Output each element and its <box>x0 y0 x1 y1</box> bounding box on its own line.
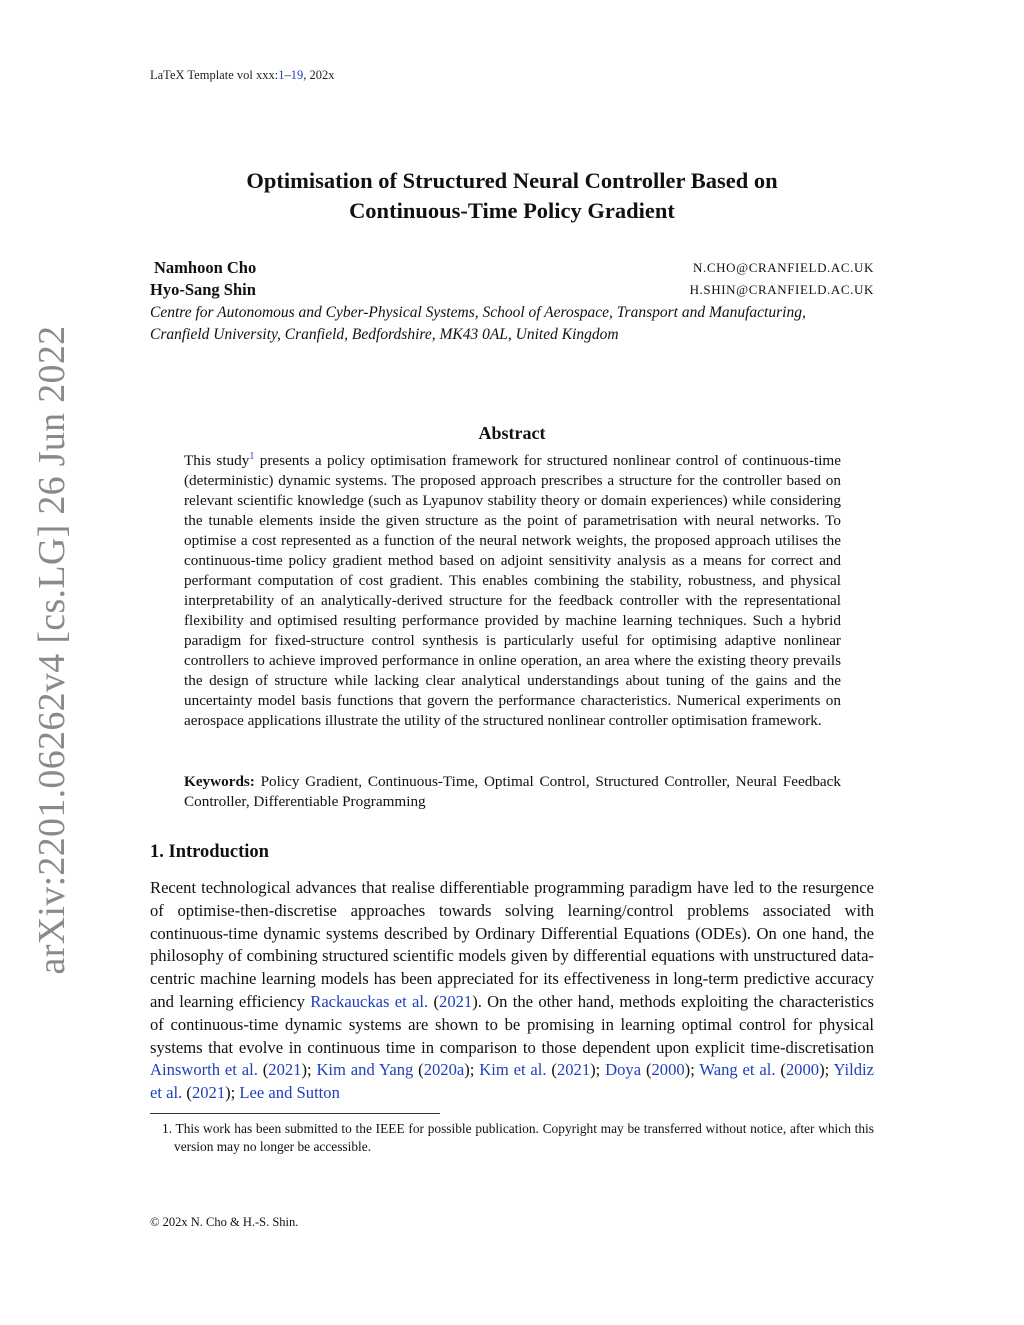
abstract-heading: Abstract <box>478 423 546 443</box>
citation-year-link[interactable]: 2021 <box>268 1060 302 1080</box>
affiliation-line-2: Cranfield University, Cranfield, Bedfordshire, MK43 0AL, United Kingdom <box>150 326 619 343</box>
citation-link[interactable]: Rackauckas et al. <box>310 991 429 1011</box>
author-name: Namhoon Cho <box>154 258 257 277</box>
page-end-link[interactable]: 19 <box>290 68 304 82</box>
author-email[interactable]: H.SHIN@CRANFIELD.AC.UK <box>689 282 874 297</box>
running-header <box>150 68 334 83</box>
citation-year-link[interactable]: 2021 <box>191 1083 226 1103</box>
citation-link[interactable]: Doya <box>605 1060 642 1080</box>
citation-year-link[interactable]: 2000 <box>785 1060 820 1080</box>
citation-link[interactable]: Ainsworth et al. <box>150 1060 258 1080</box>
footnote-number: 1. <box>162 1121 173 1136</box>
author-email[interactable]: N.CHO@CRANFIELD.AC.UK <box>693 260 874 275</box>
affiliation-line-1: Centre for Autonomous and Cyber-Physical Systems, School of Aerospace, Transport and Manufacturing, <box>150 304 806 321</box>
journal-year: , 202x <box>303 68 335 82</box>
citation-year-link[interactable]: 2020a <box>423 1060 465 1080</box>
citation-link[interactable]: Kim and Yang <box>316 1060 414 1080</box>
section-heading-introduction: 1. Introduction <box>150 842 269 862</box>
citation-link[interactable]: Kim et al. <box>479 1060 547 1080</box>
abstract-lead: This study <box>184 452 250 469</box>
intro-text: Recent technological advances that realise differentiable programming paradigm have led to the resurgence of optimise-then-discretise approaches towards solving learning/control problems associated with continuous-time dynamic systems described by Ordinary Differential Equations (ODEs). On one hand, the philosophy of combining structured scientific models given by differential equations with unstructured data-centric machine learning models has been appreciated for its effectiveness in long-term predictive accuracy and learning efficiency <box>150 878 874 1011</box>
author-2 <box>150 280 874 300</box>
footnote-mark-link[interactable]: 1 <box>249 450 255 462</box>
abstract-body-text: presents a policy optimisation framework for structured nonlinear control of continuous-time (deterministic) dynamic systems. The proposed approach prescribes a structure for the controller based on relevant scientific knowledge (such as Lyapunov stability theory or domain experiences) while considering the tunable elements inside the given structure as the point of parametrisation with neural networks. To optimise a cost represented as a function of the neural network weights, the proposed approach utilises the continuous-time policy gradient method based on adjoint sensitivity analysis as a means for correct and performant computation of cost gradient. This enables combining the stability, robustness, and physical interpretability of an analytically-derived structure for the feedback controller with the representational flexibility and optimised resulting performance provided by machine learning techniques. Such a hybrid paradigm for fixed-structure control synthesis is particularly useful for optimising adaptive nonlinear controllers to achieve improved performance in online operation, an area where the existing theory prevails the design of structure while lacking clear analytical understandings about tuning of the gains and the uncertainty model basis functions that govern the performance characteristics. Numerical experiments on aerospace applications illustrate the utility of the structured nonlinear controller optimisation framework. <box>184 452 841 729</box>
arxiv-stamp: arXiv:2201.06262v4 [cs.LG] 26 Jun 2022 <box>31 325 73 975</box>
citation-link[interactable]: Wang et al. <box>699 1060 776 1080</box>
citation-year-link[interactable]: 2000 <box>651 1060 685 1080</box>
citation-year-link[interactable]: 2021 <box>439 991 473 1011</box>
citation-link[interactable]: Lee and Sutton <box>239 1083 340 1103</box>
keywords-label: Keywords: <box>184 773 255 790</box>
intro-text: . On the other hand, methods exploiting the characteristics of continuous-time dynamic systems are shown to be promising in learning optimal control for physical systems that evolve in continuous time in comparison to those dependent upon explicit time-discretisation <box>150 991 874 1057</box>
keywords-list: Policy Gradient, Continuous-Time, Optimal Control, Structured Controller, Neural Feedback Controller, Differentiable Programming <box>184 773 841 810</box>
affiliation <box>150 302 874 346</box>
abstract-text <box>184 451 841 731</box>
copyright: © 202x N. Cho & H.-S. Shin. <box>150 1215 299 1229</box>
introduction-paragraph: Recent technological advances that realise differentiable programming paradigm have led to the resurgence of optimise-then-discretise approaches towards solving learning/control problems associated with continuous-time dynamic systems described by Ordinary Differential Equations (ODEs). On one hand, the philosophy of combining structured scientific models given by differential equations with unstructured data-centric machine learning models has been appreciated for its effectiveness in long-term predictive accuracy and learning efficiency Rackauckas et al. (2021). On the other hand, methods exploiting the characteristics of continuous-time dynamic systems are shown to be promising in learning optimal control for physical systems that evolve in continuous time in comparison to those dependent upon explicit time-discretisation Ainsworth et al. (2021); Kim and Yang (2020a); Kim et al. (2021); Doya (2000); Wang et al. (2000); Yildiz et al. (2021); Lee and Sutton <box>150 878 874 1103</box>
page-range-dash: – <box>284 68 291 82</box>
journal-info: LaTeX Template vol xxx: <box>150 68 279 82</box>
footnote-divider <box>150 1113 440 1114</box>
keywords <box>184 772 841 812</box>
author-name: Hyo-Sang Shin <box>150 280 256 299</box>
footnote <box>150 1120 874 1156</box>
author-1 <box>150 258 874 278</box>
citation-year-link[interactable]: 2021 <box>556 1060 591 1080</box>
citation-link[interactable]: Yildiz et al. <box>150 1060 874 1103</box>
title-line-2: Continuous-Time Policy Gradient <box>349 198 675 223</box>
footnote-text: This work has been submitted to the IEEE for possible publication. Copyright may be transferred without notice, after which this version may no longer be accessible. <box>174 1121 874 1154</box>
title-line-1: Optimisation of Structured Neural Controller Based on <box>246 168 778 193</box>
page-start-link[interactable]: 1 <box>278 68 285 82</box>
paper-title <box>150 166 874 226</box>
